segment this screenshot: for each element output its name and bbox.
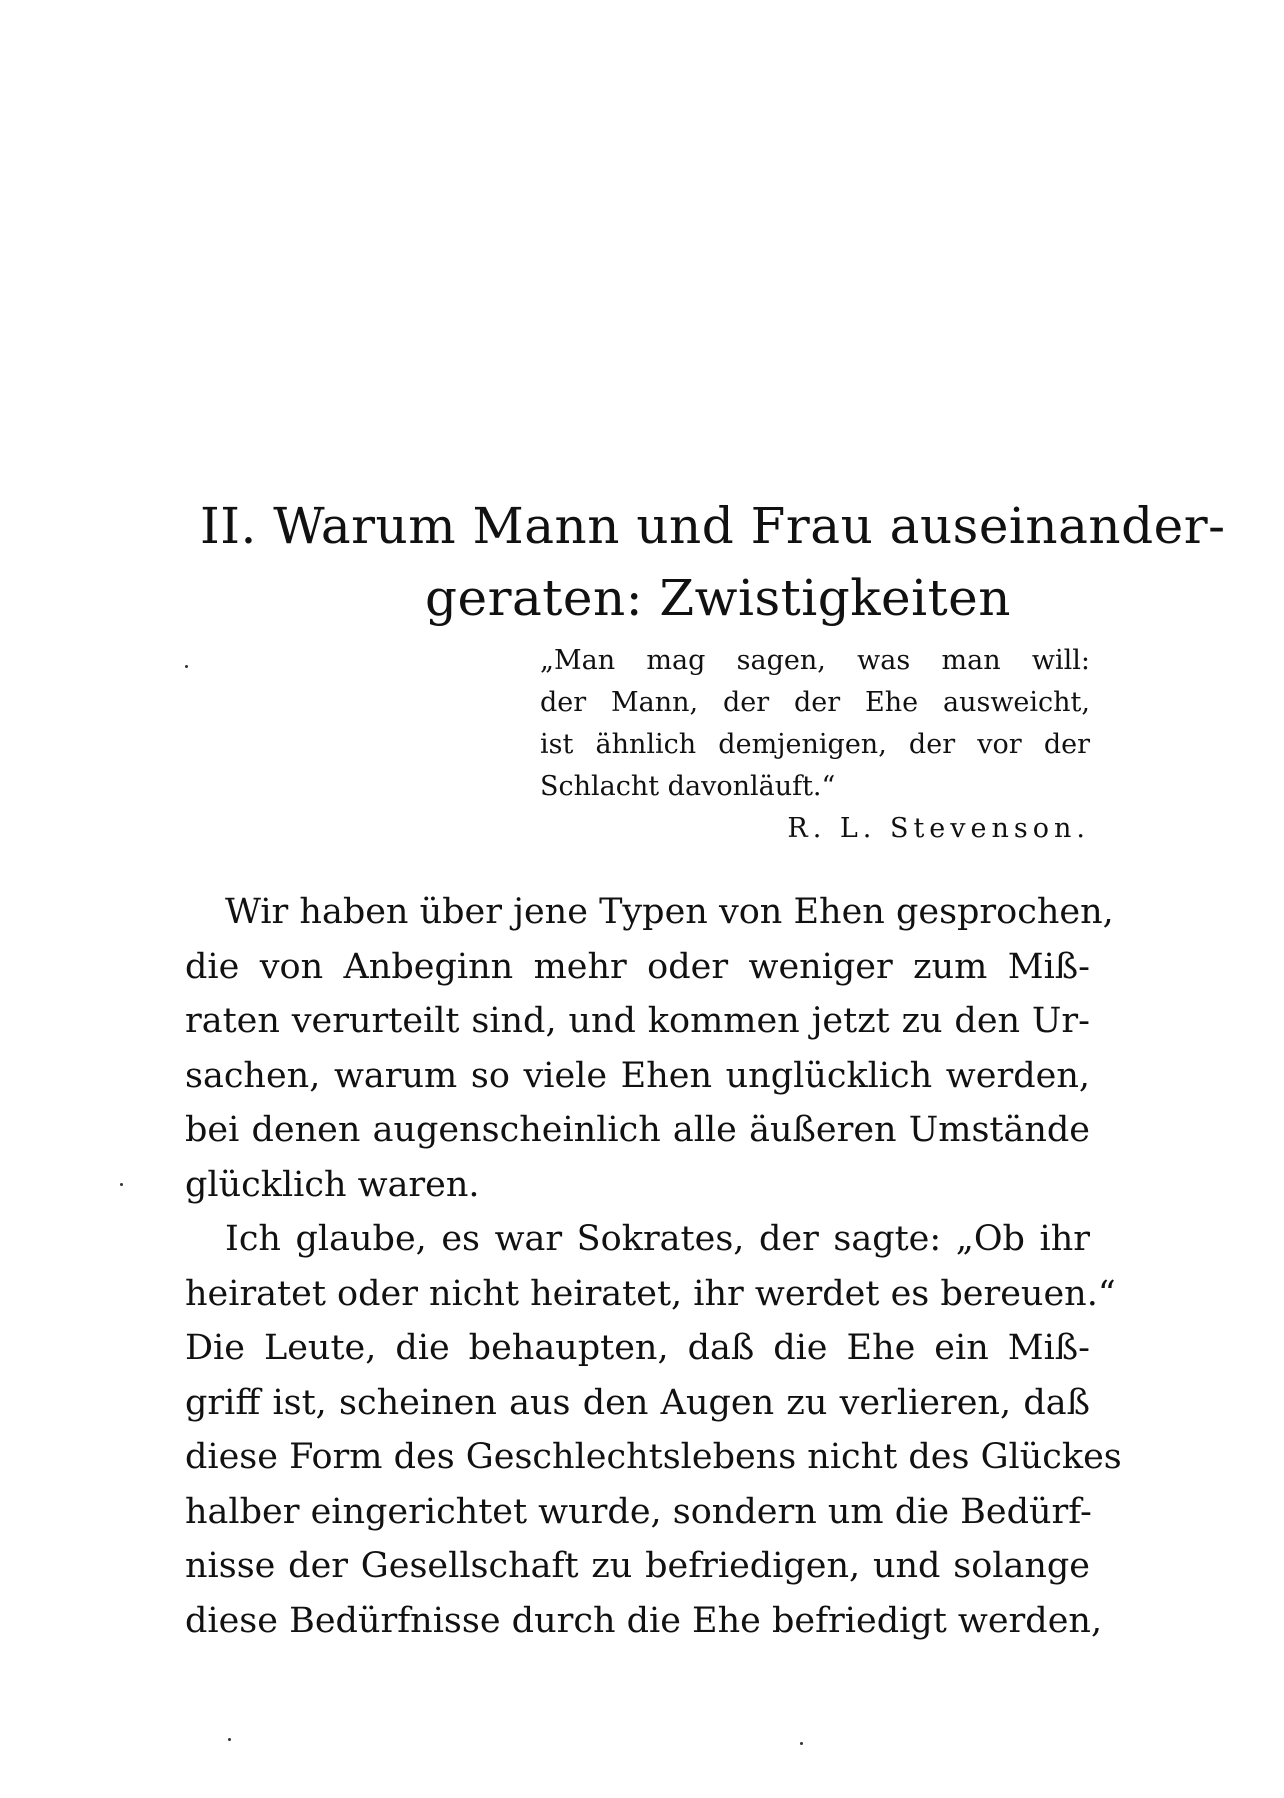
text-line: sachen, warum so viele Ehen unglücklich werden, [185,1055,1090,1096]
epigraph-quote [540,640,1090,850]
text-line: griff ist, scheinen aus den Augen zu verlieren, daß [185,1382,1090,1423]
text-line: bei denen augenscheinlich alle äußeren Umstände [185,1110,1090,1150]
scan-speck [185,665,188,668]
text-line: halber eingerichtet wurde, sondern um die Bedürf- [185,1491,1092,1532]
chapter-title-line: geraten: Zwistigkeiten [425,569,1011,627]
text-line: diese Bedürfnisse durch die Ehe befriedigt werden, [185,1600,1103,1641]
epigraph-line: Schlacht davonläuft.“ [540,771,836,802]
epigraph-line: „Man mag sagen, was man will: [540,645,1090,676]
text-line: Die Leute, die behaupten, daß die Ehe ein Miß- [185,1328,1090,1368]
body-text [185,885,1122,1648]
chapter-title [200,490,1226,634]
epigraph-line: der Mann, der der Ehe ausweicht, [540,687,1090,718]
scan-speck [228,1738,231,1741]
paragraph [185,885,1114,1212]
paragraph [185,1212,1122,1648]
text-line: glücklich waren. [185,1164,480,1205]
scan-speck [120,1183,123,1186]
text-line: diese Form des Geschlechtslebens nicht des Glückes [185,1437,1122,1477]
text-line: heiratet oder nicht heiratet, ihr werdet es bereuen.“ [185,1273,1116,1314]
text-line: raten verurteilt sind, und kommen jetzt zu den Ur- [185,1001,1090,1041]
scan-speck [800,1742,803,1745]
text-line: nisse der Gesellschaft zu befriedigen, und solange [185,1546,1090,1586]
text-line: Ich glaube, es war Sokrates, der sagte: „Ob ihr [225,1219,1090,1259]
text-line: Wir haben über jene Typen von Ehen gesprochen, [225,892,1114,932]
epigraph-author: R. L. Stevenson. [787,813,1090,844]
text-line: die von Anbeginn mehr oder weniger zum Miß- [185,946,1090,987]
epigraph-line: ist ähnlich demjenigen, der vor der [540,729,1090,760]
chapter-title-line: II. Warum Mann und Frau auseinander- [200,497,1226,555]
